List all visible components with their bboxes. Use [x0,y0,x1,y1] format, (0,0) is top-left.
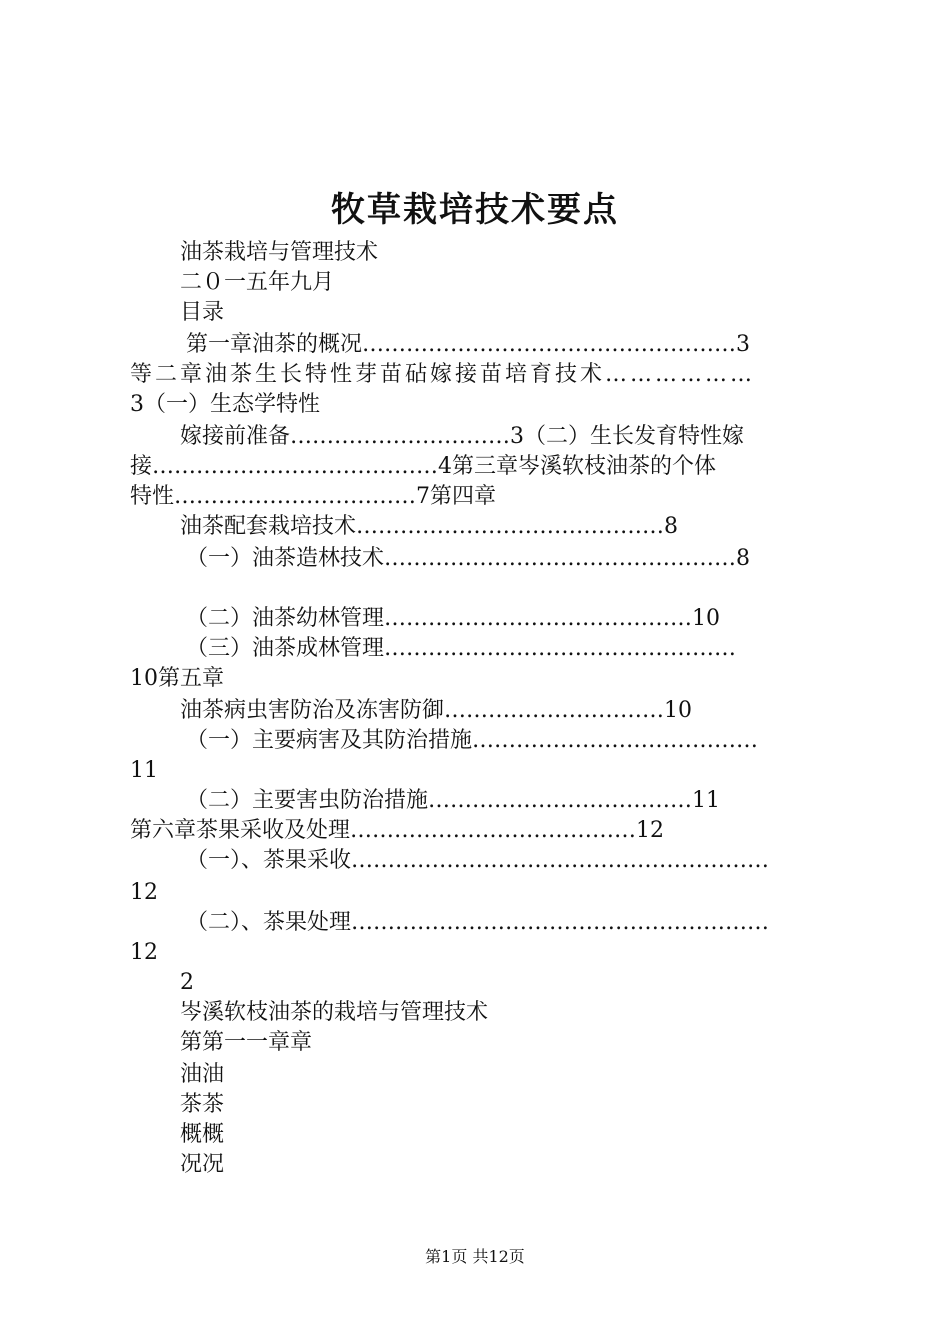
toc-line: 第一章油茶的概况……………………………………………3 [186,332,750,357]
toc-line: 3（一）生态学特性 [130,392,320,417]
text-line: 油茶栽培与管理技术 [180,240,379,265]
text-line: 茶茶 [180,1092,225,1117]
toc-line: （二）主要害虫防治措施………………………………11 [186,788,720,813]
text-line: 第第一一章章 [180,1030,313,1055]
document-title: 牧草栽培技术要点 [331,190,619,230]
toc-line: 油茶配套栽培技术……………………………………8 [180,514,678,539]
text-line: 岑溪软枝油茶的栽培与管理技术 [180,1000,489,1025]
toc-line: 等二章油茶生长特性芽苗砧嫁接苗培育技术……………… [130,362,756,387]
toc-line: 11 [130,758,158,783]
toc-line: （一）主要病害及其防治措施………………………………… [186,728,759,753]
toc-line: 油茶病虫害防治及冻害防御…………………………10 [180,698,692,723]
text-line: 二０一五年九月 [180,270,335,295]
toc-line: （二）油茶幼林管理……………………………………10 [186,606,720,631]
text-line: 概概 [180,1122,225,1147]
toc-line: 10第五章 [130,666,224,691]
page-number-text: 2 [180,970,194,995]
toc-line: 12 [130,880,158,905]
toc-line: （一）、茶果采收………………………………………………… [186,848,770,873]
toc-line: 第六章茶果采收及处理…………………………………12 [130,818,664,843]
toc-line: 12 [130,940,158,965]
toc-line: 嫁接前准备…………………………3（二）生长发育特性嫁 [180,424,744,449]
toc-line: 接…………………………………4第三章岑溪软枝油茶的个体 [130,454,716,479]
toc-line: （二）、茶果处理………………………………………………… [186,910,770,935]
toc-line: （一）油茶造林技术…………………………………………8 [186,546,750,571]
text-line: 目录 [180,300,225,325]
text-line: 况况 [180,1152,225,1177]
text-line: 油油 [180,1062,225,1087]
toc-line: （三）油茶成林管理………………………………………… [186,636,737,661]
toc-line: 特性……………………………7第四章 [130,484,496,509]
page-footer: 第1页 共12页 [425,1247,525,1266]
